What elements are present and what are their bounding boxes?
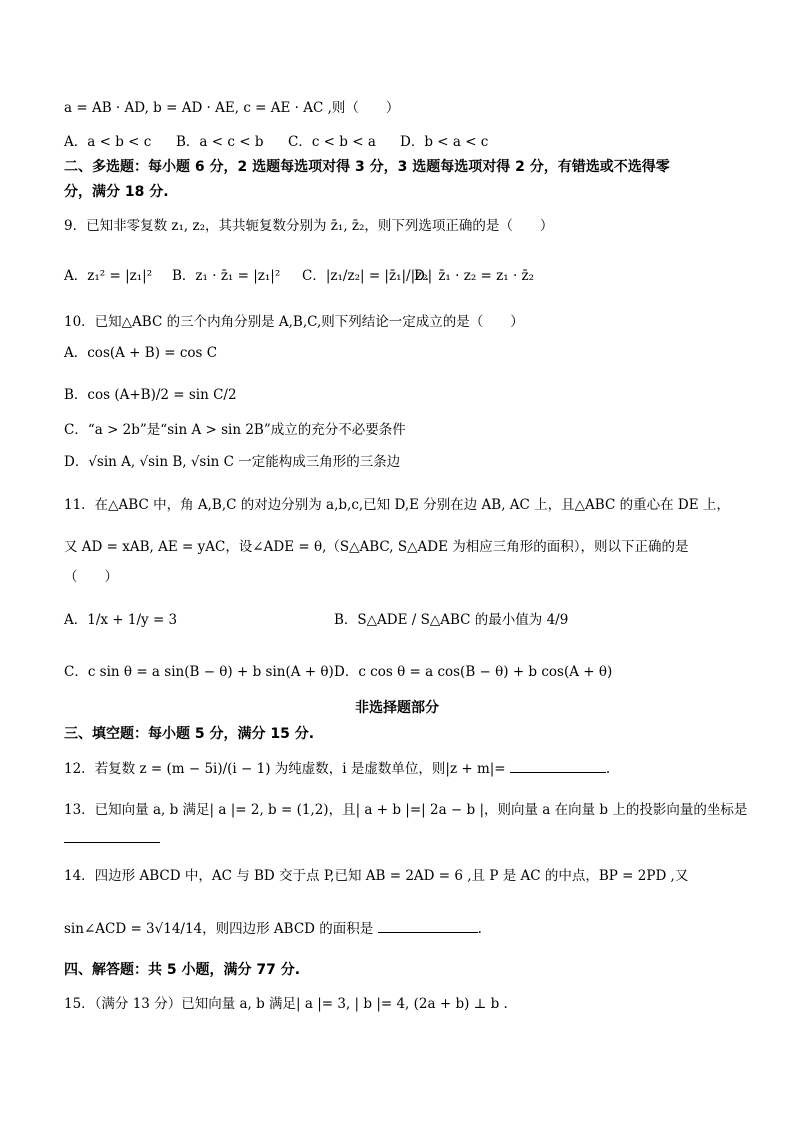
q11-line3: （ ） (64, 569, 118, 585)
q14-text: sin∠ACD = 3√14/14，则四边形 ABCD 的面积是 (64, 921, 374, 937)
q9-option-c: C．|z₁/z₂| = |z̄₁|/|z̄₂| (302, 268, 433, 284)
section2-heading-line1: 二、多选题：每小题 6 分，2 选题每选项对得 3 分，3 选题每选项对得 2 分，有错选或不选得零 (64, 159, 670, 175)
q8-option-d: D．b < a < c (400, 134, 489, 150)
q13-answer-blank[interactable] (64, 828, 160, 843)
q11-option-a: A．1/x + 1/y = 3 (64, 612, 178, 628)
q11-option-b: B．S△ADE / S△ABC 的最小值为 4/9 (334, 612, 569, 628)
q8-option-c: C．c < b < a (288, 134, 376, 150)
q10-stem: 10．已知△ABC 的三个内角分别是 A,B,C,则下列结论一定成立的是（ ） (64, 314, 524, 330)
q12-text: 12．若复数 z = (m − 5i)/(i − 1) 为纯虚数，i 是虚数单位，则|z + m|= (64, 761, 506, 777)
q13-text: 13．已知向量 a, b 满足| a |= 2, b = (1,2)，且| a + b |=| 2a − b |，则向量 a 在向量 b 上的投影向量的坐标是 (64, 802, 748, 818)
q8-option-a: A．a < b < c (64, 134, 152, 150)
section4-heading: 四、解答题：共 5 小题，满分 77 分. (64, 962, 301, 978)
q9-stem: 9．已知非零复数 z₁, z₂，其共轭复数分别为 z̄₁, z̄₂，则下列选项正确的是（ ） (64, 218, 554, 234)
q10-option-b: B．cos (A+B)/2 = sin C/2 (64, 387, 237, 403)
q11-option-d: D．c cos θ = a cos(B − θ) + b cos(A + θ) (334, 664, 613, 680)
q14-answer-blank[interactable] (378, 918, 478, 933)
q10-option-d: D．√sin A, √sin B, √sin C 一定能构成三角形的三条边 (64, 454, 401, 470)
section3-heading: 三、填空题：每小题 5 分，满分 15 分. (64, 726, 315, 742)
q15-text: 15．（满分 13 分）已知向量 a, b 满足| a |= 3, | b |= 4, (2a + b) ⊥ b . (64, 996, 508, 1012)
nonchoice-heading: 非选择题部分 (355, 700, 439, 716)
section2-heading-line2: 分，满分 18 分. (64, 184, 169, 200)
q8-option-b: B．a < c < b (176, 134, 264, 150)
q9-option-d: D．z̄₁ · z₂ = z₁ · z̄₂ (414, 268, 535, 284)
q11-line1: 11．在△ABC 中，角 A,B,C 的对边分别为 a,b,c,已知 D,E 分别在边 AB, AC 上，且△ABC 的重心在 DE 上， (64, 497, 730, 513)
q9-option-a: A．z₁² = |z₁|² (64, 268, 153, 284)
q11-line2: 又 AD = xAB, AE = yAC，设∠ADE = θ,（S△ABC, S△ADE 为相应三角形的面积），则以下正确的是 (64, 539, 689, 555)
q10-option-a: A．cos(A + B) = cos C (64, 345, 218, 361)
q12-answer-blank[interactable] (510, 758, 606, 773)
q12-line: 12．若复数 z = (m − 5i)/(i − 1) 为纯虚数，i 是虚数单位，则|z + m|= . (64, 758, 794, 779)
q9-option-b: B．z₁ · z̄₁ = |z₁|² (172, 268, 281, 284)
q11-option-c: C．c sin θ = a sin(B − θ) + b sin(A + θ) (64, 664, 334, 680)
q14-line2: sin∠ACD = 3√14/14，则四边形 ABCD 的面积是 . (64, 918, 794, 939)
q8-tail: a = AB · AD, b = AD · AE, c = AE · AC ,则（ ） (64, 100, 400, 116)
q10-option-c: C．“a > 2b”是“sin A > sin 2B”成立的充分不必要条件 (64, 422, 406, 438)
q13-answer-line (64, 828, 794, 849)
q14-line1: 14．四边形 ABCD 中，AC 与 BD 交于点 P,已知 AB = 2AD = 6 ,且 P 是 AC 的中点，BP = 2PD ,又 (64, 868, 689, 884)
